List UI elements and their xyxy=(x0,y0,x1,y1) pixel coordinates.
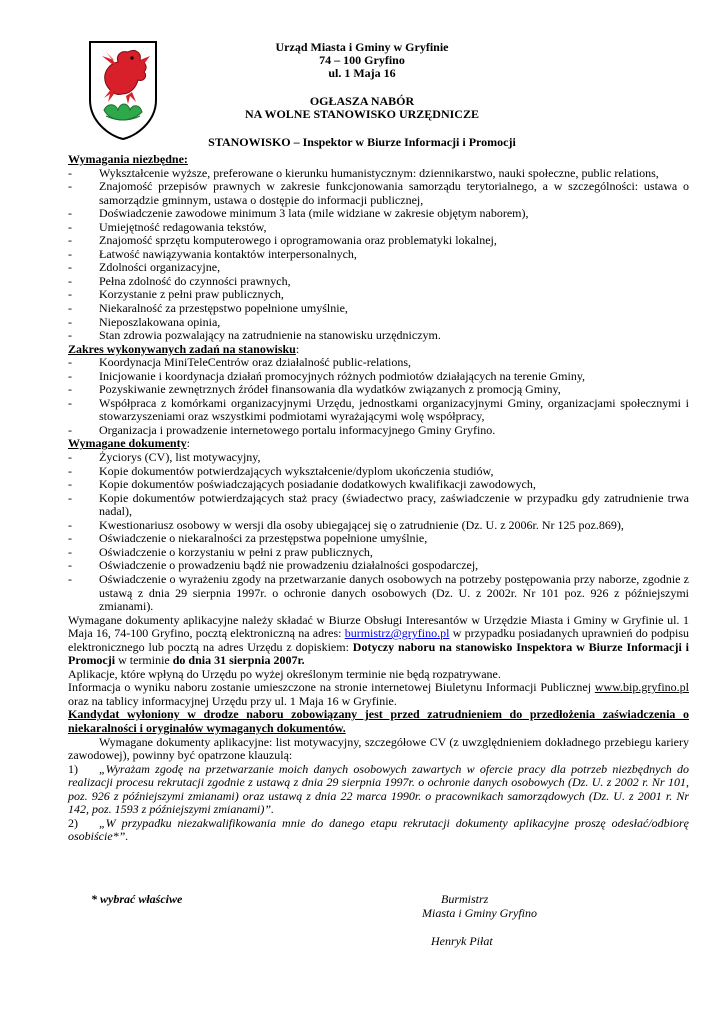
list-item: - Korzystanie z pełni praw publicznych, xyxy=(68,288,689,302)
position-title: STANOWISKO – Inspektor w Biurze Informacji i Promocji xyxy=(208,135,516,149)
office-postal: 74 – 100 Gryfino xyxy=(319,53,405,67)
list-item: - Umiejętność redagowania tekstów, xyxy=(68,221,689,235)
signature-name: Henryk Piłat xyxy=(431,934,493,948)
clauses-intro: Wymagane dokumenty aplikacyjne: list motywacyjny, szczegółowe CV (z uwzględnieniem dokładnego przebiegu kariery zawodowej), powinny być opatrzone klauzulą: xyxy=(68,734,689,763)
email-link[interactable]: burmistrz@gryfino.pl xyxy=(344,626,450,641)
requirements-heading: Wymagania niezbędne: xyxy=(68,152,188,166)
list-item: - Inicjowanie i koordynacja działań promocyjnych różnych podmiotów działających na terenie Gminy, xyxy=(68,370,689,384)
announce-line-1: OGŁASZA NABÓR xyxy=(309,94,415,108)
submission-deadline: do dnia 31 sierpnia 2007r. xyxy=(172,653,305,668)
list-item: - Kopie dokumentów potwierdzających staż pracy (świadectwo pracy, zaświadczenie w przypadku gdy zatrudnienie trwa nadal), xyxy=(68,492,689,519)
submission-text-3: w terminie xyxy=(115,653,173,668)
list-item: - Koordynacja MiniTeleCentrów oraz działalność public-relations, xyxy=(68,356,689,370)
result-text-2: oraz na tablicy informacyjnej Urzędu przy ul. 1 Maja 16 w Gryfinie. xyxy=(68,693,397,708)
documents-heading-colon: : xyxy=(186,436,190,451)
office-name: Urząd Miasta i Gminy w Gryfinie xyxy=(275,40,449,54)
list-item: - Kwestionariusz osobowy w wersji dla osoby ubiegającej się o zatrudnienie (Dz. U. z 2006r. Nr 125 poz.869), xyxy=(68,519,689,533)
list-item: - Łatwość nawiązywania kontaktów interpersonalnych, xyxy=(68,248,689,262)
list-item: - Życiorys (CV), list motywacyjny, xyxy=(68,451,689,465)
clause-1 xyxy=(68,763,689,817)
list-item: - Oświadczenie o wyrażeniu zgody na przetwarzanie danych osobowych na potrzeby postępowania przy naborze, zgodnie z ustawą z dnia 29 sierpnia 1997r. o ochronie danych osobowych (Dz. U. z 2002r. Nr 101 poz. 926 z późniejszymi zmianami). xyxy=(68,573,689,614)
submission-paragraph xyxy=(68,614,689,668)
result-text-1: Informacja o wyniku naboru zostanie umieszczone na stronie internetowej Biuletynu Informacji Publicznej xyxy=(68,680,595,695)
submission-text-2: w przypadku posiadanych uprawnień do podpisu elektronicznego lub pocztą na adres Urzędu z dopiskiem: xyxy=(68,626,689,654)
office-street: ul. 1 Maja 16 xyxy=(328,66,396,80)
late-notice: Aplikacje, które wpłyną do Urzędu po wyżej określonym terminie nie będą rozpatrywane. xyxy=(68,666,501,681)
list-item: - Organizacja i prowadzenie internetowego portalu informacyjnego Gminy Gryfino. xyxy=(68,424,689,438)
announce-line-2: NA WOLNE STANOWISKO URZĘDNICZE xyxy=(245,107,479,121)
document-body xyxy=(68,153,689,844)
documents-heading-text: Wymagane dokumenty xyxy=(68,436,187,451)
header-block xyxy=(0,41,724,80)
list-item: - Wykształcenie wyższe, preferowane o kierunku humanistycznym: dziennikarstwo, nauki społeczne, public relations, xyxy=(68,167,689,181)
list-item: - Stan zdrowia pozwalający na zatrudnienie na stanowisku urzędniczym. xyxy=(68,329,689,343)
documents-list xyxy=(68,451,689,614)
clause-2 xyxy=(68,817,689,844)
signature-office: Miasta i Gminy Gryfino xyxy=(422,906,537,920)
tasks-heading xyxy=(68,343,689,357)
list-item: - Znajomość sprzętu komputerowego i oprogramowania oraz problematyki lokalnej, xyxy=(68,234,689,248)
clause-number: 2) xyxy=(68,815,78,830)
clause-text: „Wyrażam zgodę na przetwarzanie moich danych osobowych zawartych w ofercie pracy dla potrzeb niezbędnych do realizacji procesu rekrutacji zgodnie z ustawą z dnia 29 sierpnia 1997r. o ochronie danych osobowych (Dz. U. z 2002 r. Nr 101, poz. 926 z późniejszymi zmianami) oraz ustawą z dnia 22 marca 1990r. o pracownikach samorządowych (Dz. U. z 2001 r. Nr 142, poz. 1593 z późniejszymi zmianami)”. xyxy=(68,761,689,817)
clause-text: „W przypadku niezakwalifikowania mnie do danego etapu rekrutacji dokumenty aplikacyjne proszę odesłać/odbiorę osobiście*”. xyxy=(68,815,689,844)
list-item: - Oświadczenie o niekaralności za przestępstwa popełnione umyślnie, xyxy=(68,532,689,546)
signature-title: Burmistrz xyxy=(441,892,489,906)
list-item: - Nieposzlakowana opinia, xyxy=(68,316,689,330)
tasks-heading-text: Zakres wykonywanych zadań na stanowisku xyxy=(68,341,296,356)
list-item: - Współpraca z komórkami organizacyjnymi Urzędu, jednostkami organizacyjnymi Gminy, organizacjami społecznymi i stowarzyszeniami oraz wszystkimi podmiotami wyrażającymi wolę współpracy, xyxy=(68,397,689,424)
list-item: - Niekaralność za przestępstwo popełnione umyślnie, xyxy=(68,302,689,316)
list-item: - Pozyskiwanie zewnętrznych źródeł finansowania dla wydatków związanych z promocją Gminy, xyxy=(68,383,689,397)
tasks-heading-colon: : xyxy=(295,341,300,356)
clause-number: 1) xyxy=(68,761,78,776)
list-item: - Kopie dokumentów potwierdzających wykształcenie/dyplom ukończenia studiów, xyxy=(68,465,689,479)
submission-text-1: Wymagane dokumenty aplikacyjne należy składać w Biurze Obsługi Interesantów w Urzędzie Miasta i Gminy w Gryfinie ul. 1 Maja 16, 74-100 Gryfino, pocztą elektroniczną na adres: xyxy=(68,612,689,641)
list-item: - Oświadczenie o korzystaniu w pełni z praw publicznych, xyxy=(68,546,689,560)
candidate-notice: Kandydat wyłoniony w drodze naboru zobowiązany jest przed zatrudnieniem do przedłożenia zaświadczenia o niekaralności i oryginałów wymaganych dokumentów. xyxy=(68,707,689,735)
bip-link[interactable]: www.bip.gryfino.pl xyxy=(594,680,689,695)
announce-block xyxy=(0,95,724,121)
submission-subject: Dotyczy naboru na stanowisko Inspektora w Biurze Informacji i Promocji xyxy=(68,639,689,668)
list-item: - Znajomość przepisów prawnych w zakresie funkcjonowania samorządu terytorialnego, a w szczególności: ustawa o samorządzie gminnym, ustawa o dostępie do informacji publicznej, xyxy=(68,180,689,207)
footer-note: * wybrać właściwe xyxy=(91,892,183,906)
tasks-list xyxy=(68,356,689,437)
requirements-list xyxy=(68,167,689,343)
result-info xyxy=(68,681,689,708)
list-item: - Zdolności organizacyjne, xyxy=(68,261,689,275)
documents-heading xyxy=(68,437,689,451)
list-item: - Doświadczenie zawodowe minimum 3 lata (mile widziane w zakresie objętym naborem), xyxy=(68,207,689,221)
list-item: - Oświadczenie o prowadzeniu bądź nie prowadzeniu działalności gospodarczej, xyxy=(68,559,689,573)
list-item: - Pełna zdolność do czynności prawnych, xyxy=(68,275,689,289)
list-item: - Kopie dokumentów poświadczających posiadanie dodatkowych kwalifikacji zawodowych, xyxy=(68,478,689,492)
